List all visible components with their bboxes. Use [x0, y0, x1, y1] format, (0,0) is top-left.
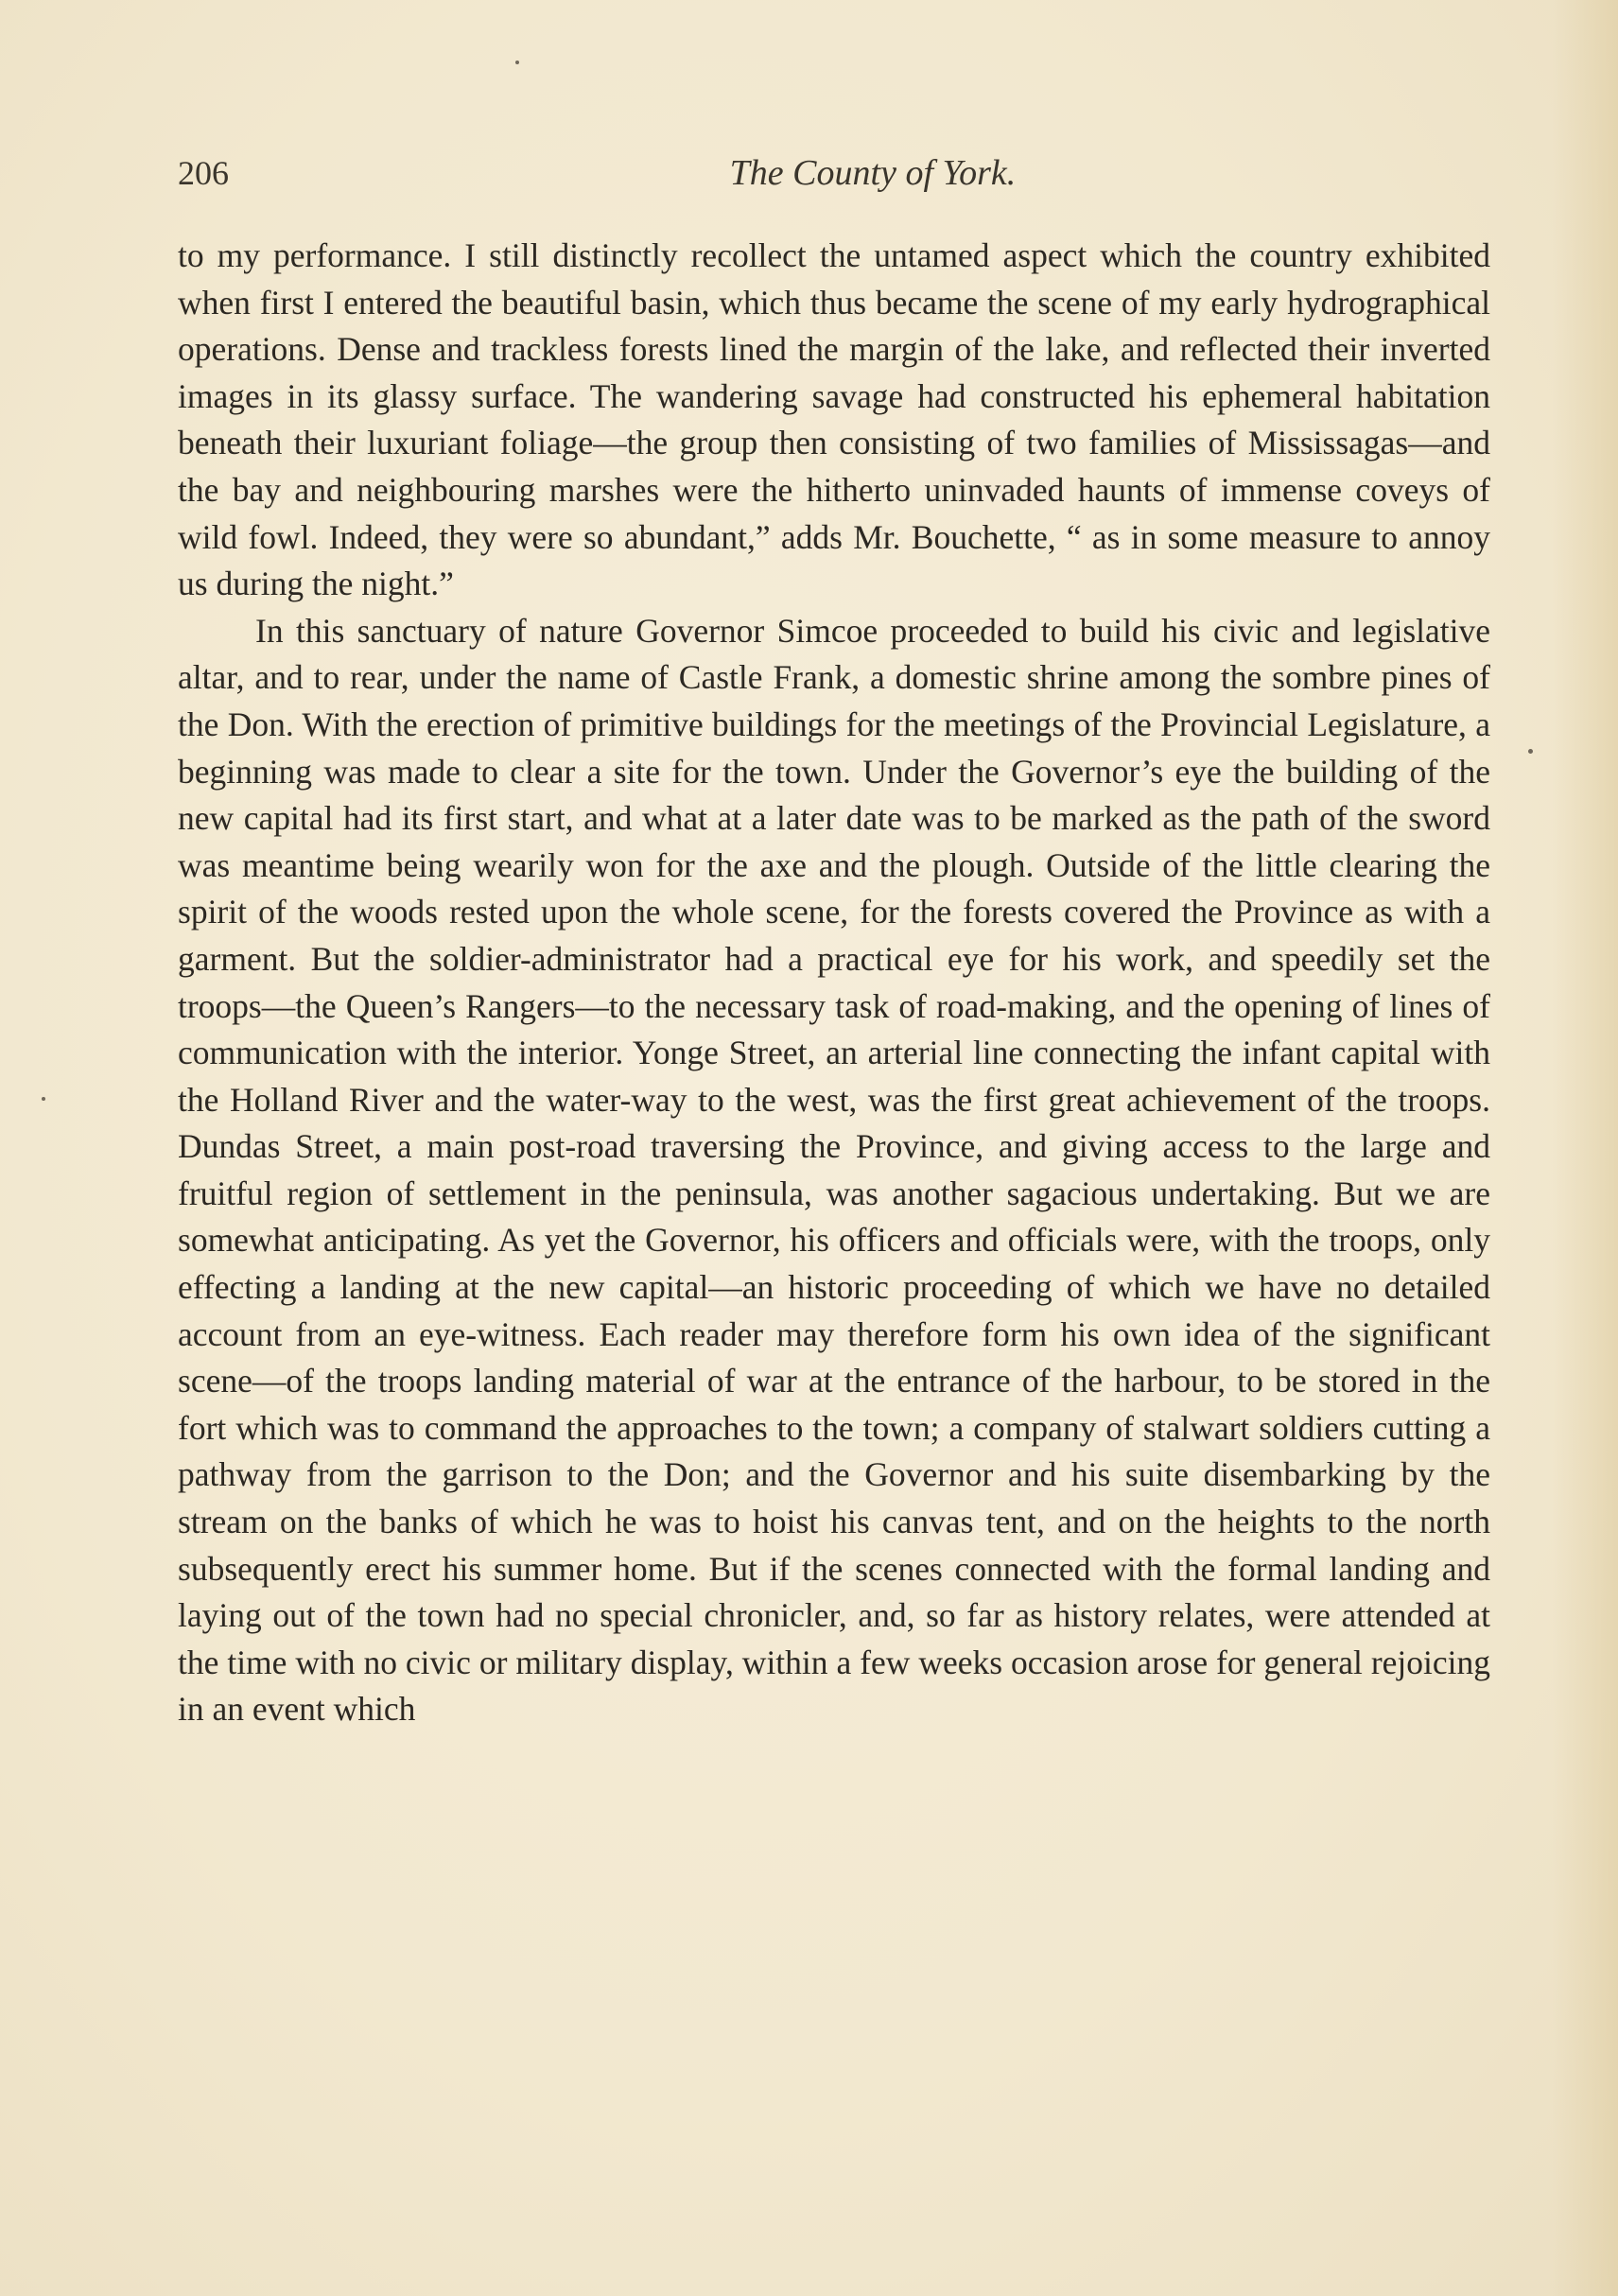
paper-speck — [1528, 749, 1533, 754]
page-header — [178, 149, 1492, 197]
paragraph-continuation: to my performance. I still distinctly recollect the untamed aspect which the country exhibited when first I entered the beautiful basin, which thus became the scene of my early hydrographical operations. Dense and trackless forests lined the margin of the lake, and reflected their inverted images in its glassy surface. The wandering savage had constructed his ephemeral habitation beneath their luxuriant foliage—the group then consisting of two families of Mississagas—and the bay and neighbouring marshes were the hitherto uninvaded haunts of immense coveys of wild fowl. Indeed, they were so abundant,” adds Mr. Bouchette, “ as in some measure to annoy us during the night.” — [178, 236, 1490, 603]
paragraph-simcoe-sanctuary: In this sanctuary of nature Governor Simcoe proceeded to build his civic and legislative altar, and to rear, under the name of Castle Frank, a domestic shrine among the sombre pines of the Don. With the erection of primitive buildings for the meetings of the Provincial Legislature, a beginning was made to clear a site for the town. Under the Governor’s eye the building of the new capital had its first start, and what at a later date was to be marked as the path of the sword was meantime being wearily won for the axe and the plough. Outside of the little clearing the spirit of the woods rested upon the whole scene, for the forests covered the Province as with a garment. But the soldier-administrator had a practical eye for his work, and speedily set the troops—the Queen’s Rangers—to the necessary task of road-making, and the opening of lines of communication with the interior. Yonge Street, an arterial line connecting the infant capital with the Holland River and the water-way to the west, was the first great achievement of the troops. Dundas Street, a main post-road traversing the Province, and giving access to the large and fruitful region of settlement in the peninsula, was another sagacious undertaking. But we are somewhat anticipating. As yet the Governor, his officers and officials were, with the troops, only effecting a landing at the new capital—an historic proceeding of which we have no detailed account from an eye-witness. Each reader may therefore form his own idea of the significant scene—of the troops landing material of war at the entrance of the harbour, to be stored in the fort which was to command the approaches to the town; a company of stalwart soldiers cutting a pathway from the garrison to the Don; and the Governor and his suite disembarking by the stream on the banks of which he was to hoist his canvas tent, and on the heights to the north subsequently erect his summer home. But if the scenes connected with the formal landing and laying out of the town had no special chronicler, and, so far as history relates, were attended at the time with no civic or military display, within a few weeks occasion arose for general rejoicing in an event which — [178, 611, 1490, 1729]
page-edge-shading — [1552, 0, 1618, 2296]
page-number: 206 — [178, 154, 229, 192]
body-text — [178, 233, 1490, 1733]
paper-speck — [42, 1097, 45, 1101]
running-title: The County of York. — [729, 153, 1017, 193]
paper-speck — [515, 61, 519, 64]
